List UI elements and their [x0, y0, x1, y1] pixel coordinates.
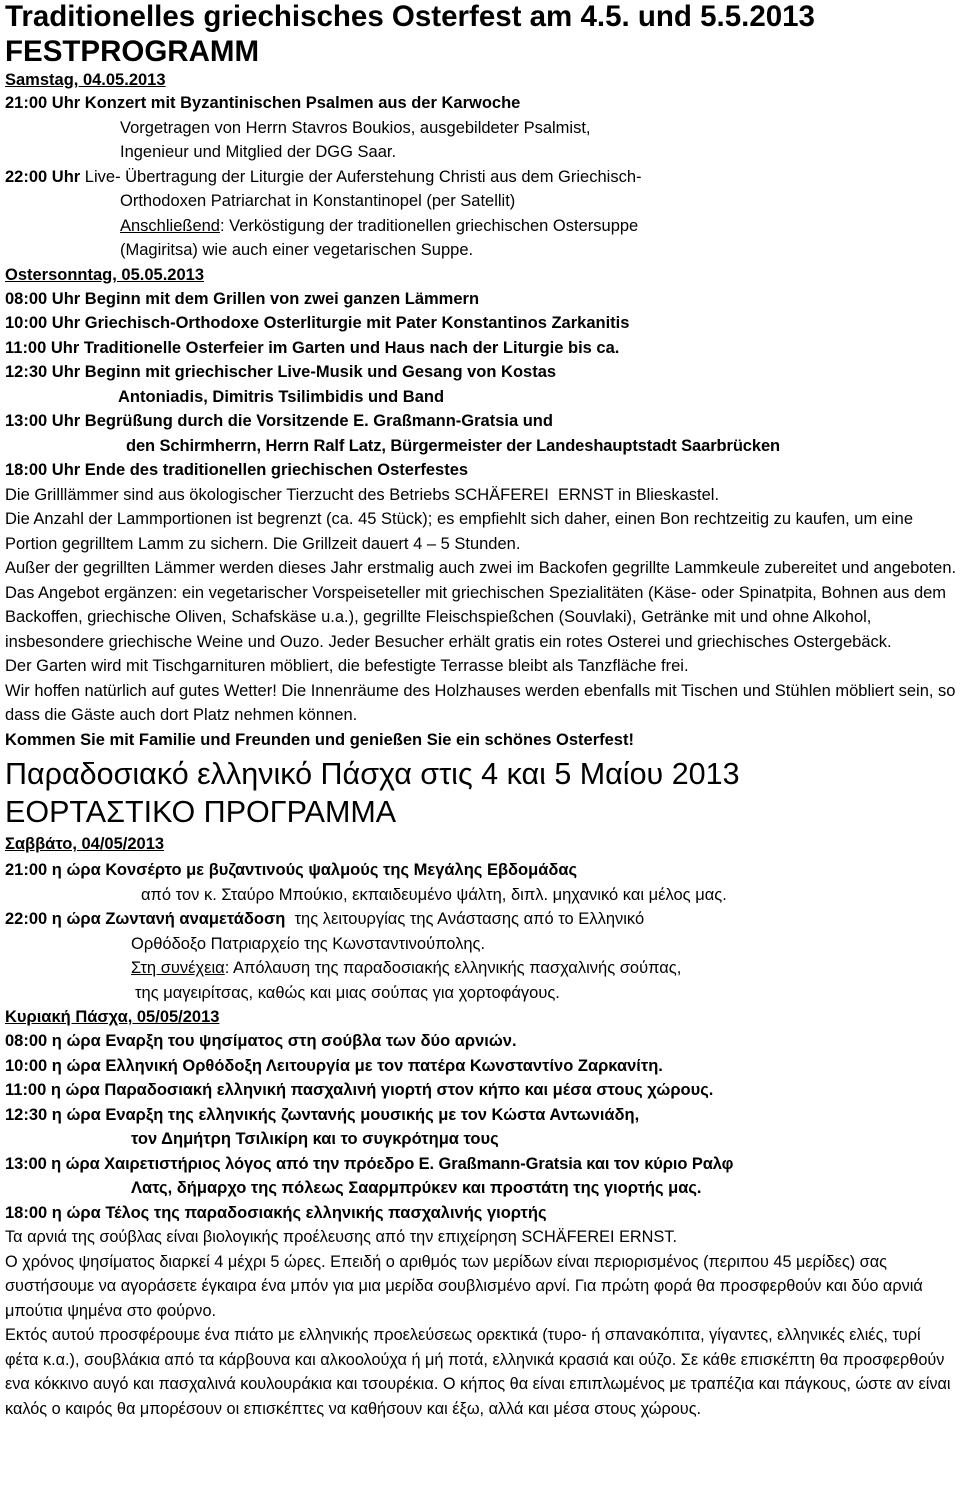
schedule-subtext: (Magiritsa) wie auch einer vegetarischen Suppe.	[120, 241, 474, 259]
schedule-item: 10:00 η ώρα Ελληνική Ορθόδοξη Λειτουργία με τον πατέρα Κωνσταντίνο Ζαρκανίτη.	[5, 1056, 663, 1075]
schedule-time: 10:00 Uhr	[5, 314, 81, 332]
schedule-item	[5, 458, 957, 483]
schedule-time: 12:30 Uhr	[5, 363, 81, 381]
schedule-subtext-label: Στη συνέχεια	[131, 959, 225, 977]
schedule-item: 12:30 η ώρα Εναρξη της ελληνικής ζωντανής μουσικής με τον Κώστα Αντωνιάδη,	[5, 1105, 640, 1124]
schedule-text: Κονσέρτο με βυζαντινούς ψαλμούς της Μεγάλης Εβδομάδας	[105, 861, 578, 879]
schedule-text: Konzert mit Byzantinischen Psalmen aus der Karwoche	[84, 94, 521, 112]
schedule-text: Ende des traditionellen griechischen Osterfestes	[84, 461, 469, 479]
schedule-item	[5, 311, 957, 336]
schedule-text-bold: Ζωντανή αναμετάδοση	[105, 910, 286, 928]
schedule-time: 22:00 η ώρα	[5, 910, 101, 928]
closing-line: Kommen Sie mit Familie und Freunden und genießen Sie ein schönes Osterfest!	[5, 730, 634, 749]
schedule-text: Begrüßung durch die Vorsitzende E. Graßmann-Gratsia und	[84, 412, 553, 430]
schedule-text: Beginn mit griechischer Live-Musik und Gesang von Kostas	[84, 363, 557, 381]
saturday-date-gr: Σαββάτο, 04/05/2013	[5, 835, 165, 853]
document	[5, 0, 957, 1421]
sunday-date-gr: Κυριακή Πάσχα, 05/05/2013	[5, 1008, 220, 1026]
schedule-item: 13:00 η ώρα Χαιρετιστήριος λόγος από την πρόεδρο Ε. Graßmann-Gratsia και τον κύριο Ραλφ	[5, 1154, 734, 1173]
paragraph: Außer der gegrillten Lämmer werden dieses Jahr erstmalig auch zwei im Backofen gegrillte Lammkeule zubereitet und angeboten.	[5, 559, 957, 577]
paragraph: Das Angebot ergänzen: ein vegetarischer Vorspeiseteller mit griechischen Spezialitäten (Käse- oder Spinatpita, Bohnen aus dem Backoffen, griechische Oliven, Schafskäse u.a.), gegrillte Fleischspießchen (Souvlaki), Getränke mit und ohne Alkohol, insbesondere griechische Weine und Ouzo. Jeder Besucher erhält gratis ein rotes Osterei und griechisches Ostergebäck.	[5, 583, 947, 651]
paragraph: Wir hoffen natürlich auf gutes Wetter! Die Innenräume des Holzhauses werden ebenfalls mit Tischen und Stühlen möbliert sein, so dass die Gäste auch dort Platz nehmen können.	[5, 681, 956, 724]
saturday-date-de: Samstag, 04.05.2013	[5, 71, 166, 89]
paragraph: Die Anzahl der Lammportionen ist begrenzt (ca. 45 Stück); es empfiehlt sich daher, einen Bon rechtzeitig zu kaufen, um eine Portion gegrilltem Lamm zu sichern. Die Grillzeit dauert 4 – 5 Stunden.	[5, 510, 913, 553]
subtitle-de: FESTPROGRAMM	[5, 35, 260, 68]
schedule-time: 08:00 Uhr	[5, 289, 81, 308]
schedule-subtext	[5, 214, 957, 239]
schedule-item	[5, 91, 957, 116]
schedule-item	[5, 287, 957, 312]
schedule-item: 11:00 η ώρα Παραδοσιακή ελληνική πασχαλινή γιορτή στον κήπο και μέσα στους χώρους.	[5, 1081, 714, 1099]
title-gr: Παραδοσιακό ελληνικό Πάσχα στις 4 και 5 Μαίου 2013	[5, 757, 740, 791]
schedule-subtext-label: Anschließend	[120, 216, 220, 235]
schedule-item: 08:00 η ώρα Εναρξη του ψησίματος στη σούβλα των δύο αρνιών.	[5, 1032, 517, 1050]
schedule-time: 11:00 Uhr	[5, 338, 80, 357]
schedule-subtext: Λατς, δήμαρχο της πόλεως Σααρμπρύκεν και προστάτη της γιορτής μας.	[131, 1179, 702, 1197]
schedule-subtext: Ingenieur und Mitglied der DGG Saar.	[120, 143, 397, 161]
schedule-time: 21:00 Uhr	[5, 94, 81, 112]
schedule-subtext: Ορθόδοξο Πατριαρχείο της Κωνσταντινούπολης.	[131, 934, 486, 953]
schedule-item	[5, 360, 957, 385]
schedule-subtext: Vorgetragen von Herrn Stavros Boukios, ausgebildeter Psalmist,	[120, 118, 591, 137]
schedule-item	[5, 907, 957, 932]
schedule-text: Griechisch-Orthodoxe Osterliturgie mit Pater Konstantinos Zarkanitis	[84, 314, 630, 332]
schedule-time: 18:00 Uhr	[5, 461, 81, 479]
schedule-subtext: τον Δημήτρη Τσιλικίρη και το συγκρότημα τους	[131, 1130, 499, 1148]
sunday-date-de: Ostersonntag, 05.05.2013	[5, 265, 205, 284]
paragraph: Ο χρόνος ψησίματος διαρκεί 4 μέχρι 5 ώρες. Επειδή ο αριθμός των μερίδων είναι περιορισμένος (περιπου 45 μερίδες) σας συστήσουμε να αγοράσετε έγκαιρα ένα μπόν για μια μερίδα σουβλισμένο αρνί. Για πρώτη φορά θα προσφερθούν και δύο αρνιά μπούτια ψημένα στο φούρνο.	[5, 1252, 923, 1320]
schedule-time: 13:00 Uhr	[5, 412, 81, 430]
schedule-item: 18:00 η ώρα Τέλος της παραδοσιακής ελληνικής πασχαλινής γιορτής	[5, 1203, 547, 1222]
schedule-subtext-body: : Verköstigung der traditionellen griechischen Ostersuppe	[219, 216, 639, 235]
paragraph: Der Garten wird mit Tischgarnituren möbliert, die befestigte Terrasse bleibt als Tanzfläche frei.	[5, 657, 689, 675]
schedule-subtext-body: : Απόλαυση της παραδοσιακής ελληνικής πασχαλινής σούπας,	[224, 959, 682, 977]
schedule-item	[5, 409, 957, 434]
schedule-subtext: από τον κ. Σταύρο Μπούκιο, εκπαιδευμένο ψάλτη, διπλ. μηχανικό και μέλος μας.	[141, 885, 727, 904]
schedule-item	[5, 858, 957, 883]
schedule-subtext: της μαγειρίτσας, καθώς και μιας σούπας για χορτοφάγους.	[135, 983, 560, 1002]
schedule-subtext: Orthodoxen Patriarchat in Konstantinopel (per Satellit)	[120, 192, 516, 210]
schedule-time: 22:00 Uhr	[5, 167, 81, 186]
schedule-subtext: den Schirmherrn, Herrn Ralf Latz, Bürgermeister der Landeshauptstadt Saarbrücken	[126, 436, 781, 455]
schedule-subtext	[5, 956, 957, 981]
schedule-text: της λειτουργίας της Ανάστασης από το Ελληνικό	[285, 910, 645, 928]
schedule-item	[5, 336, 957, 361]
subtitle-gr: ΕΟΡΤΑΣΤΙΚΟ ΠΡΟΓΡΑΜΜΑ	[5, 795, 397, 829]
schedule-text: Beginn mit dem Grillen von zwei ganzen Lämmern	[84, 289, 480, 308]
schedule-time: 21:00 η ώρα	[5, 861, 101, 879]
title-de: Traditionelles griechisches Osterfest am 4.5. und 5.5.2013	[5, 0, 815, 33]
schedule-item	[5, 165, 957, 190]
paragraph: Die Grilllämmer sind aus ökologischer Tierzucht des Betriebs SCHÄFEREI ERNST in Blieskastel.	[5, 485, 720, 504]
schedule-text: Live- Übertragung der Liturgie der Auferstehung Christi aus dem Griechisch-	[84, 167, 642, 186]
paragraph: Εκτός αυτού προσφέρουμε ένα πιάτο με ελληνικής προελεύσεως ορεκτικά (τυρο- ή σπανακόπιτα, γίγαντες, ελληνικές ελιές, τυρί φέτα κ.α.), σουβλάκια από τα κάρβουνα και αλκοολούχα ή μή ποτά, ελληνικά κρασιά και ούζο. Σε κάθε επισκέπτη θα προσφερθούν ενα κόκκινο αυγό και πασχαλινά κουλουράκια και τσουρέκια. Ο κήπος θα είναι επιπλωμένος με τραπέζια και πάγκους, ώστε αν είναι καλός ο καιρός θα μπορέσουν οι επισκέπτες να καθήσουν και έξω, αλλά και μέσα στους χώρους.	[5, 1326, 951, 1418]
paragraph: Τα αρνιά της σούβλας είναι βιολογικής προέλευσης από την επιχείρηση SCHÄFEREI ERNST.	[5, 1228, 677, 1246]
schedule-text: Traditionelle Osterfeier im Garten und Haus nach der Liturgie bis ca.	[83, 338, 620, 357]
schedule-subtext: Antoniadis, Dimitris Tsilimbidis und Band	[118, 387, 445, 406]
